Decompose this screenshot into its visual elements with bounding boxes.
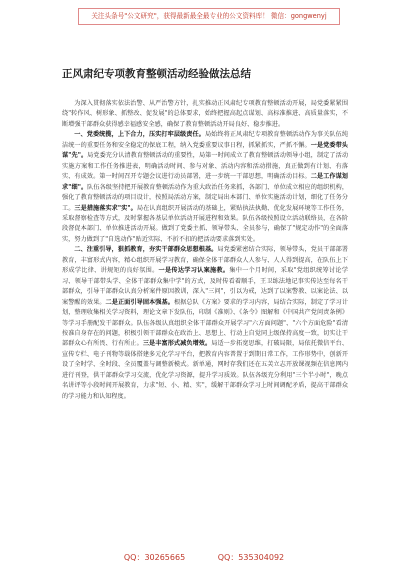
paragraph-text: 局始终将正风肃纪专项教育整顿活动作为事关队伍纯洁统一的重要任务和安全稳定的保底工程，纳入党委重要议事日程，抓紧抓实，严抓不懈。 [62,131,348,149]
paragraph-text: 队伍各级坚持把开展教育整顿活动作为重大政治任务来抓，各部门、单位成立相应的组织机构，强化了教育整顿活动的项目设计，按照局活动方案，制定局出本部门、单位实施活动计划，细化了任务分工。 [62,183,348,212]
qq-group-contact: QQ：535304092 [217,553,285,562]
paragraph-text: 局党委充分认清教育整顿活动的重要性，局第一时间成立了教育整顿活动领导小组，制定了活动实施方案和工作任务推进表，明确活动时间、参与对象、活动内容和活动措施，真正做到有计划、有落实、有成效。第一时间召开专题会议进行动员部署，进一步统一干部思想，明确活动目标。 [62,152,348,181]
bold-text: 三是丰富形式减负增效。 [142,340,212,348]
paragraph-text: 局适一步拓宽思维，打破局限，局依托微信平台、宣传专栏、电子刊物等载体搭建多元化学习平台，把教育内容普置于到期日常工作，工作形势中，创新开设了全时学、全时段、全员覆盖与调整新模式。新单通，网时存我们还在五芙立志开放课视频在信息网内进行刊登，供干部群众学习交流，优化学习资源，提升学习质效。队伍各级充分利用"三个半小时"，晚点名讲评等小段时间开展教育，力求"短、小、精、实"，缓解干部群众学习上时间调配矛盾，提高干部群众的学习能力和认知程度。 [62,340,348,400]
paragraph [62,99,348,130]
contact-footer [0,552,408,563]
paragraph [62,245,348,402]
paragraph-text: 局党委紧密结合实际，领导带头，党员干部部署教育，丰富形式内容，精心组织开展学习教育，确保全体干部群众人人参与、人人得到提高，在队伍上下形成学比律、讲规矩的良好氛围。 [62,246,348,275]
paragraph-text: 根据总队《方案》要求的学习内容，局结合实际，制定了学习计划，整理收集相关学习资料，理论文章下发队伍，印制《准则》、《条令》图解和《中国共产党问责条例》等学习手册配发干部群众。队伍各级认真组织全体干部群众开展学习"六方面问题"、"六个方面危险"看清按准自身存在的问题，积极引领干部群众在政治上、思想上、行动上自觉同上级保持高度一致，切实让干部群众心有所畏、行有所止。 [62,298,348,348]
document-title: 正风肃纪专项教育整顿活动经验做法总结 [62,68,251,80]
bold-text: 一是传达学习认案施教。 [158,267,230,275]
bold-text: 二是工作谋划求"细"。 [62,173,348,191]
paragraph-text: 集中一个月时间，采取"党组织统筹讨论学习、领导干部带头学、全体干部群众集中学"的方式，及时传看着顺手，王卫练法地记事实传达至每名干部群众，引导干部群众认真分析案件原因教训，深入"三问"，引以为戒，达到了以案警教、以案论法、以案警醒的效果。 [62,267,348,306]
document-body [62,99,348,402]
paragraph-text: 局在认真组织开展活动的基础上，紧贴执法执勤、优化发展环境等工作任务，采取督察检查等方式，及时掌握各基层单位活动开展进程和效果。队伍各级按照设立活动联络员，在各阶段督促本部门、单位推进活动开展。做到了党委主抓、领导带头、全员参与，确保了"规定动作"的全面落实，努力做到了"自选动作"贴近实际、不折不扣的把活动要求落到实处。 [62,204,348,243]
qq-contact: QQ：30265665 [123,553,186,562]
bold-text: 二、注重引导，狠抓教育，夯实干部群众思想根基。 [74,246,218,254]
paragraph-text: 为深入贯彻落实依法治警、从严治警方针，扎实推动正风肃纪专项教育整顿活动开展，局党委紧紧围绕"转作风、树形象、抓整改、促发展"的总体要求，始终把握高起点谋划、高标准推进、高质量落实，不断增强干部群众获得感幸福感安全感，确保了教育整顿活动开局良好、稳步推进。 [62,100,348,128]
bold-text: 一是党委带头谋"先"。 [62,141,348,160]
bold-text: 二是正面引导固本强基。 [105,298,174,306]
bold-text: 一、党委统揽，上下合力，压实打牢层级责任。 [74,131,205,139]
promo-banner: 关注头条号"公文研究"，获得最新最全最专业的公文资料库！ 微信：gongwenyj [78,8,340,25]
paragraph [62,130,348,245]
bold-text: 三是措施落实求"实"。 [74,204,137,212]
